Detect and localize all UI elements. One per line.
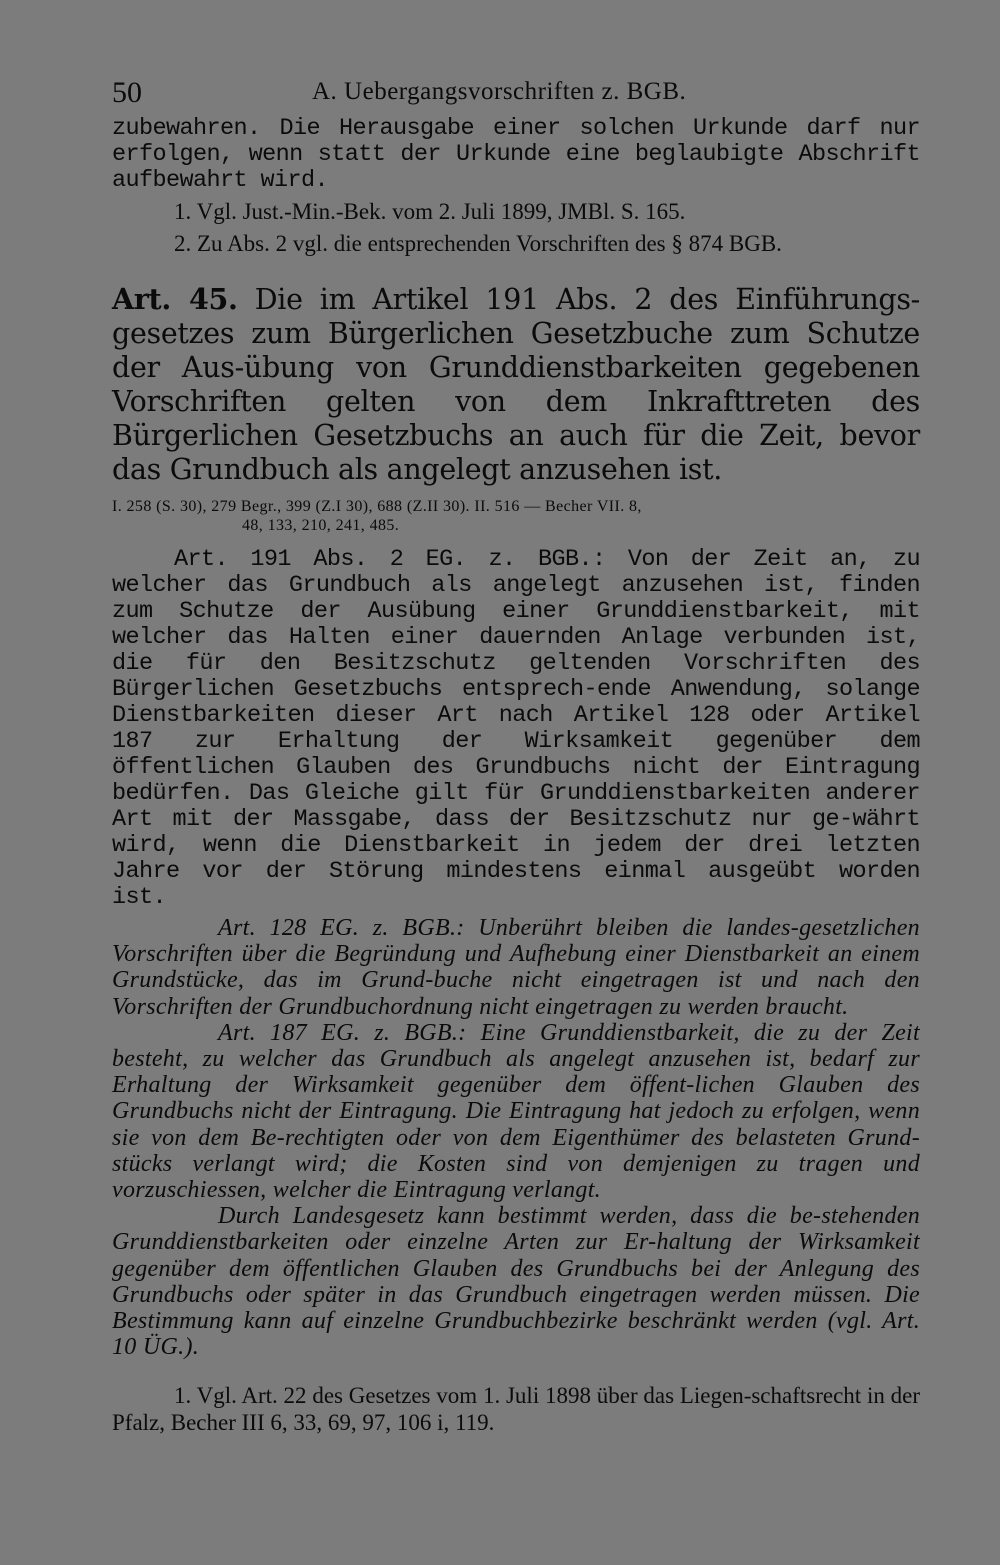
art-128-quote: Art. 128 EG. z. BGB.: Unberührt bleiben die landes-gesetzlichen Vorschriften über die Begründung und Aufhebung einer Dienstbarkeit an einem Grundstücke, das im Grund-buche nicht eingetragen ist und nach den Vorschriften der Grundbuchordnung nicht eingetragen zu werden braucht. — [112, 915, 920, 1020]
citation-line-2: 48, 133, 210, 241, 485. — [242, 517, 400, 534]
citation-line-1: I. 258 (S. 30), 279 Begr., 399 (Z.I 30), 688 (Z.II 30). II. 516 — Becher VII. 8, — [112, 498, 642, 515]
page-header — [112, 70, 920, 116]
intro-paragraph — [112, 116, 920, 194]
running-head: A. Uebergangsvorschriften z. BGB. — [312, 78, 687, 105]
intro-note-1: 1. Vgl. Just.-Min.-Bek. vom 2. Juli 1899, JMBl. S. 165. — [174, 199, 686, 224]
intro-note-2: 2. Zu Abs. 2 vgl. die entsprechenden Vorschriften des § 874 BGB. — [174, 231, 782, 256]
article-45-text: Die im Artikel 191 Abs. 2 des Einführungs-gesetzes zum Bürgerlichen Gesetzbuche zum Schutze der Aus-übung von Grunddienstbarkeiten gegebenen Vorschriften gelten von dem Inkrafttreten des Bürgerlichen Gesetzbuchs an auch für die Zeit, bevor das Grundbuch als angelegt anzusehen ist. — [112, 283, 920, 486]
intro-text: zubewahren. Die Herausgabe einer solchen Urkunde darf nur erfolgen, wenn statt der Urkunde eine beglaubigte Abschrift aufbewahrt wird. — [112, 115, 920, 194]
art-187-quote: Art. 187 EG. z. BGB.: Eine Grunddienstbarkeit, die zu der Zeit besteht, zu welcher das Grundbuch als angelegt anzusehen ist, bedarf zur Erhaltung der Wirksamkeit gegenüber dem öffent-lichen Glauben des Grundbuchs nicht der Eintragung. Die Eintragung hat jedoch zu erfolgen, wenn sie von dem Be-rechtigten oder von dem Eigenthümer des belasteten Grund-stücks verlangt wird; die Kosten sind von demjenigen zu tragen und vorzuschiessen, welcher die Eintragung verlangt. — [112, 1019, 920, 1204]
intro-notes — [112, 196, 920, 260]
egbgb-191-text: Art. 191 Abs. 2 EG. z. BGB.: Von der Zeit an, zu welcher das Grundbuch als angelegt anzusehen ist, finden zum Schutze der Ausübung einer Grunddienstbarkeit, mit welcher das Halten einer dauernden Anlage verbunden ist, die für den Besitzschutz geltenden Vorschriften des Bürgerlichen Gesetzbuchs entsprech-ende Anwendung, solange Dienstbarkeiten dieser Art nach Artikel 128 oder Artikel 187 zur Erhaltung der Wirksamkeit gegenüber dem öffentlichen Glauben des Grundbuchs nicht der Eintragung bedürfen. Das Gleiche gilt für Grunddienstbarkeiten anderer Art mit der Massgabe, dass der Besitzschutz nur ge-währt wird, wenn die Dienstbarkeit in jedem der drei letzten Jahre vor der Störung mindestens einmal ausgeübt worden ist. — [112, 546, 920, 911]
italic-quotes — [112, 915, 920, 1360]
egbgb-191-paragraph — [112, 547, 920, 911]
landesgesetz-quote: Durch Landesgesetz kann bestimmt werden, dass die be-stehenden Grunddienstbarkeiten oder einzelne Arten zur Er-haltung der Wirksamkeit gegenüber dem öffentlichen Glauben des Grundbuchs bei der Anlegung des Grundbuchs oder später in das Grundbuch eingetragen werden müssen. Die Bestimmung kann auf einzelne Grundbuchbezirke beschränkt werden (vgl. Art. 10 ÜG.). — [112, 1203, 920, 1361]
footnote-text: 1. Vgl. Art. 22 des Gesetzes vom 1. Juli 1898 über das Liegen-schaftsrecht in der Pfalz, Becher III 6, 33, 69, 97, 106 i, 119. — [112, 1383, 920, 1436]
article-45-citations — [112, 497, 920, 535]
footnote — [112, 1382, 920, 1436]
page-number: 50 — [112, 76, 142, 109]
document-page — [112, 70, 920, 1436]
article-45 — [112, 282, 920, 487]
article-45-lead: Art. 45. — [112, 282, 238, 316]
